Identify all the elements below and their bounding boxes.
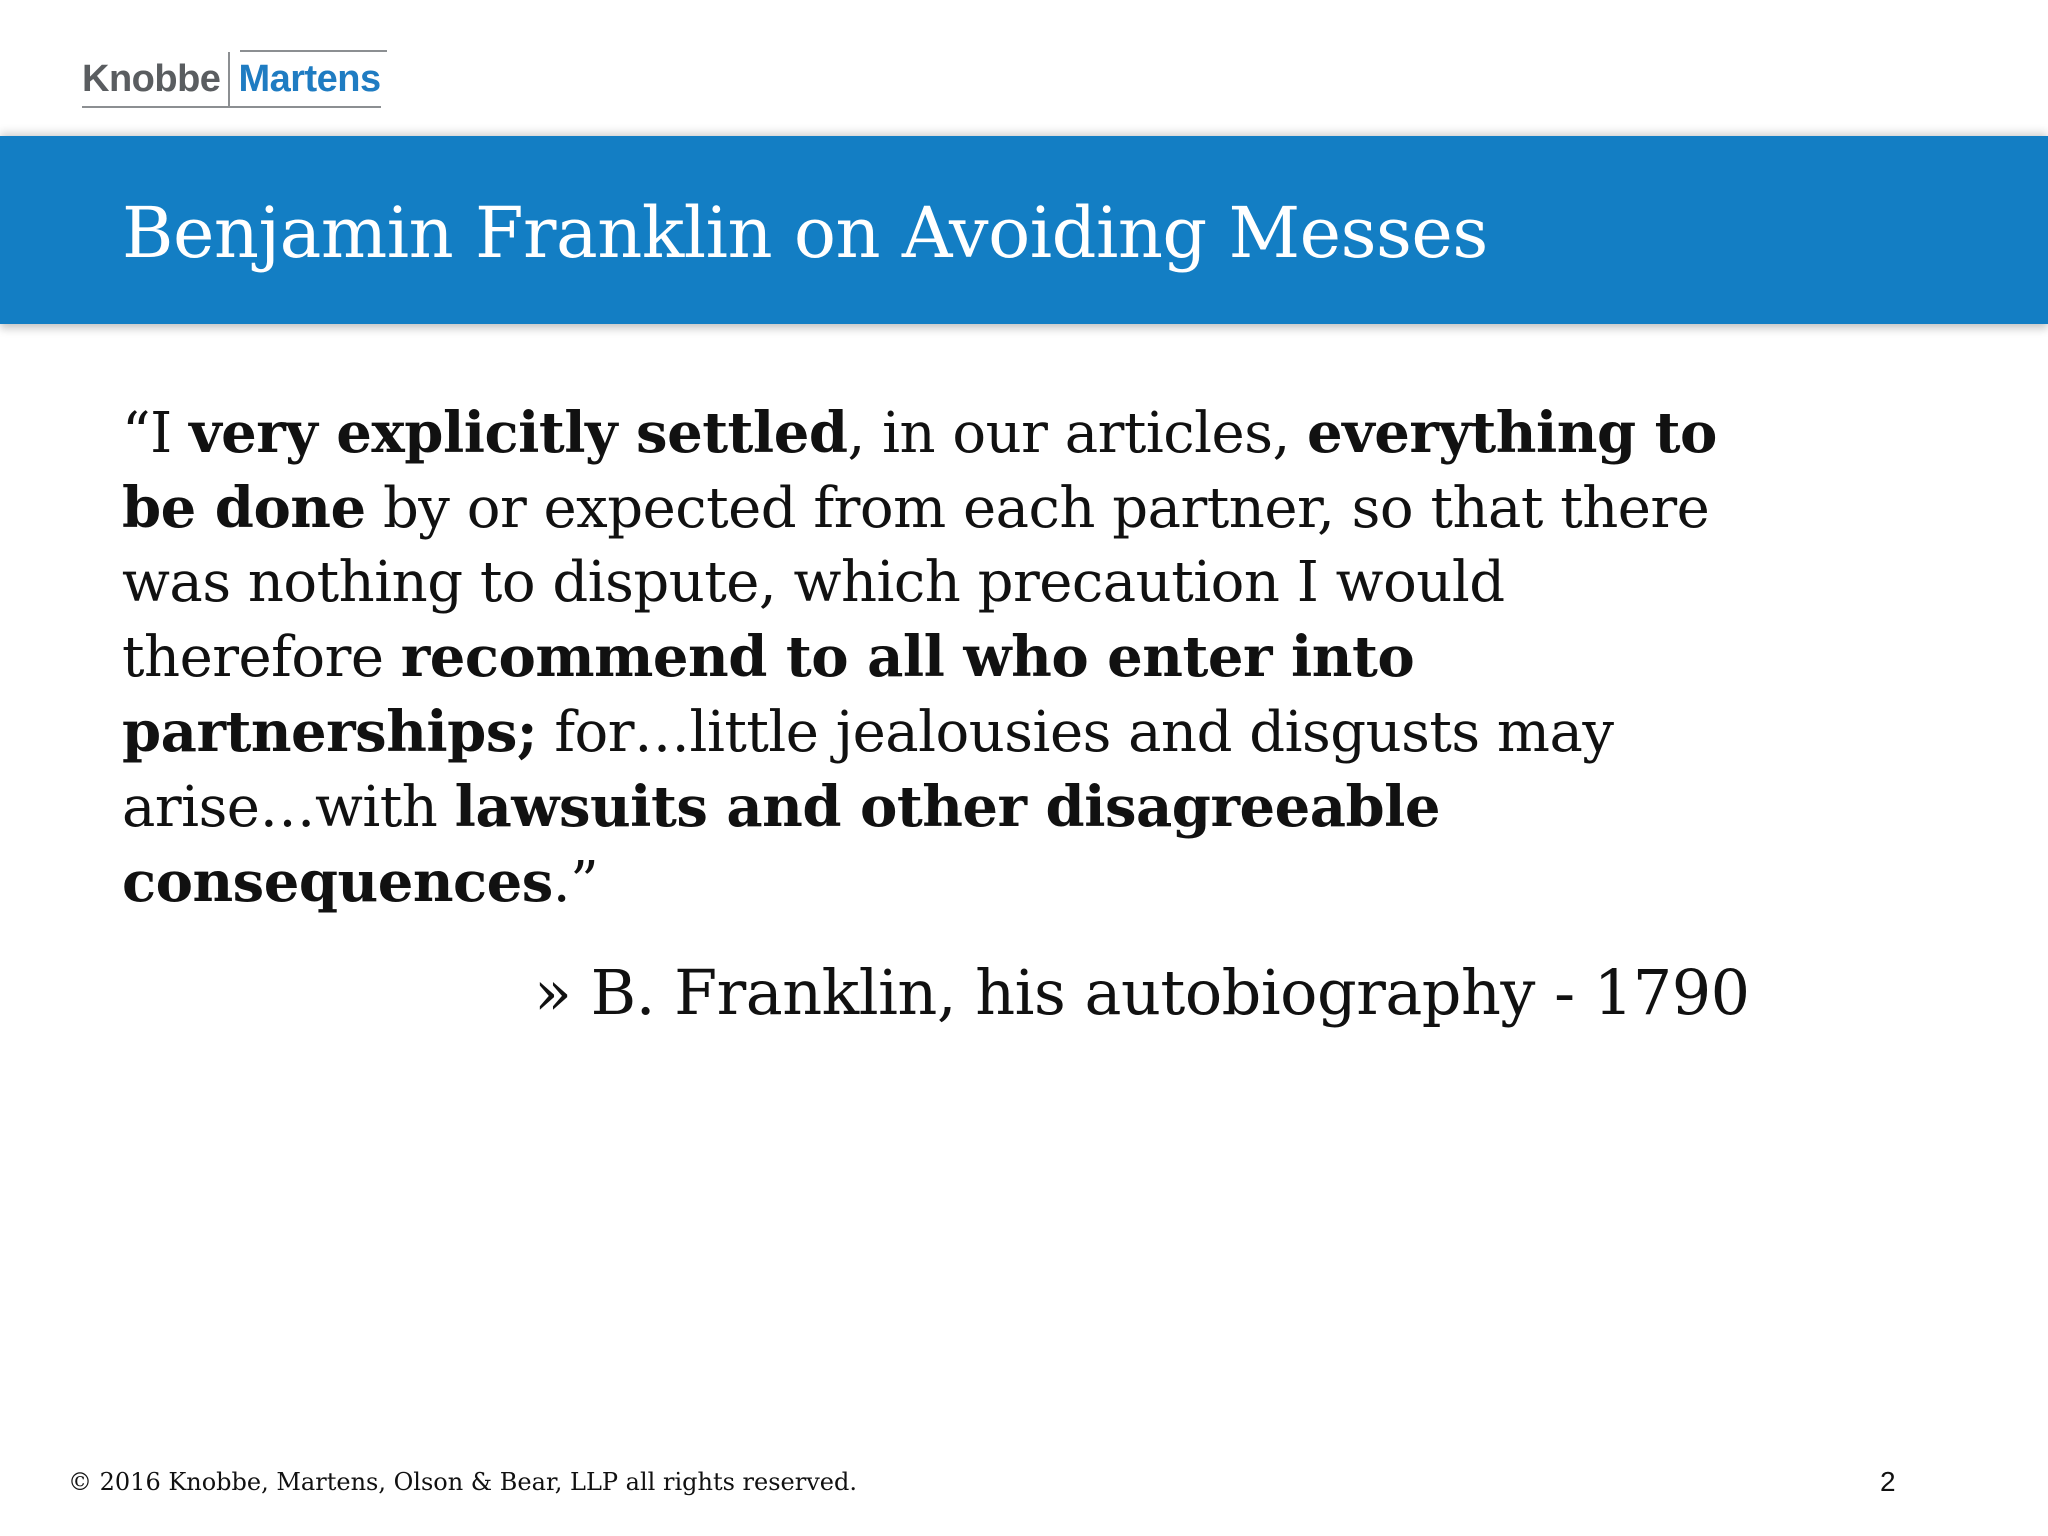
quote-line (122, 770, 1962, 845)
logo-overline (240, 50, 387, 52)
quote-text: therefore (122, 625, 401, 690)
quote-emphasis: partnerships; (122, 699, 538, 765)
quote-emphasis: consequences (122, 849, 553, 915)
quote-line (122, 620, 1962, 695)
quote-line (122, 695, 1962, 770)
footer-copyright: © 2016 Knobbe, Martens, Olson & Bear, LLP all rights reserved. (68, 1468, 857, 1496)
quote-emphasis: very explicitly settled (189, 400, 848, 466)
quote-text: by or expected from each partner, so that there (365, 476, 1710, 541)
quote-emphasis: everything to (1307, 400, 1717, 466)
quote-text: arise…with (122, 775, 455, 840)
slide-title: Benjamin Franklin on Avoiding Messes (122, 192, 1488, 274)
quote-line (122, 471, 1962, 546)
quote-attribution: » B. Franklin, his autobiography - 1790 (534, 956, 1750, 1029)
logo-word-martens: Martens (238, 57, 381, 100)
quote-text: .” (552, 850, 599, 915)
quote-line (122, 396, 1962, 471)
quote-emphasis: be done (122, 475, 366, 541)
quote-emphasis: lawsuits and other disagreeable (454, 774, 1441, 840)
company-logo (82, 52, 381, 106)
quote-body (122, 396, 1962, 920)
logo-word-knobbe: Knobbe (82, 57, 221, 100)
quote-text: , in our articles, (847, 401, 1308, 466)
quote-text: for…little jealousies and disgusts may (537, 700, 1614, 765)
quote-text: “I (122, 401, 190, 466)
logo-underline (82, 106, 381, 108)
quote-text: was nothing to dispute, which precaution I would (122, 550, 1505, 615)
quote-line (122, 845, 1962, 920)
quote-line (122, 546, 1962, 620)
quote-emphasis: recommend to all who enter into (400, 624, 1415, 690)
page-number: 2 (1880, 1466, 1896, 1497)
